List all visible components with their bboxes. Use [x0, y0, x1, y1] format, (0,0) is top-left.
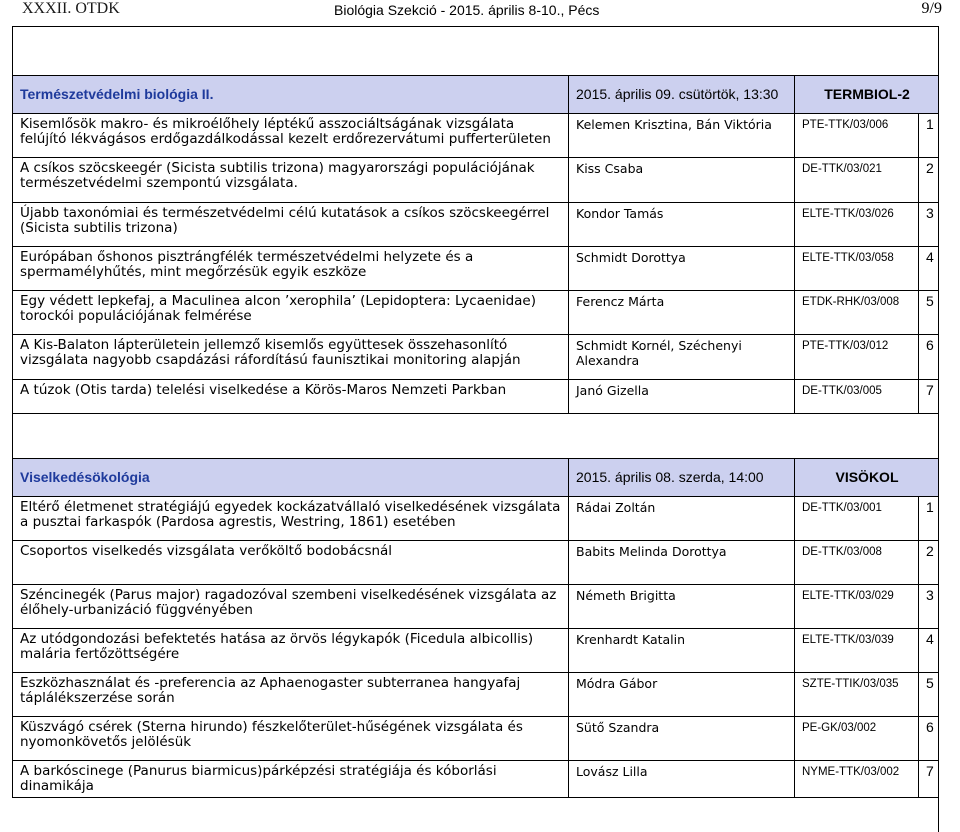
section-datetime: 2015. április 08. szerda, 14:00 [569, 459, 795, 497]
presenter-names: Kondor Tamás [569, 203, 795, 247]
spacer-cell [13, 414, 939, 459]
presenter-names: Babits Melinda Dorottya [569, 541, 795, 585]
table-row [13, 673, 939, 717]
table-row [13, 380, 939, 414]
presenter-names: Schmidt Kornél, Széchenyi Alexandra [569, 335, 795, 380]
section-code: TERMBIOL-2 [795, 76, 939, 114]
submission-code: ELTE-TTK/03/029 [795, 585, 919, 629]
submission-code: SZTE-TTIK/03/035 [795, 673, 919, 717]
order-number: 5 [919, 673, 939, 717]
table-row [13, 497, 939, 541]
presentation-title: Európában őshonos pisztrángfélék természetvédelmi helyzete és a spermamélyhűtés, mint megőrzésük egyik eszköze [13, 247, 569, 291]
order-number: 2 [919, 158, 939, 203]
order-number: 6 [919, 335, 939, 380]
section-title: Viselkedésökológia [13, 459, 569, 497]
submission-code: ELTE-TTK/03/026 [795, 203, 919, 247]
submission-code: NYME-TTK/03/002 [795, 761, 919, 798]
presentation-title: Csoportos viselkedés vizsgálata verőköltő bodobácsnál [13, 541, 569, 585]
submission-code: DE-TTK/03/005 [795, 380, 919, 414]
order-number: 2 [919, 541, 939, 585]
presentation-title: Széncinegék (Parus major) ragadozóval szembeni viselkedésének vizsgálata az élőhely-urbanizáció függvényében [13, 585, 569, 629]
table-row [13, 629, 939, 673]
submission-code: ELTE-TTK/03/058 [795, 247, 919, 291]
section-info: Biológia Szekció - 2015. április 8-10., Pécs [334, 2, 600, 18]
presentation-title: Újabb taxonómiai és természetvédelmi célú kutatások a csíkos szöcskeegérrel (Sicista subtilis trizona) [13, 203, 569, 247]
spacer-row [13, 27, 939, 76]
spacer-row [13, 414, 939, 459]
order-number: 1 [919, 114, 939, 158]
presenter-names: Kiss Csaba [569, 158, 795, 203]
section-title: Természetvédelmi biológia II. [13, 76, 569, 114]
table-row [13, 203, 939, 247]
table-row [13, 247, 939, 291]
presenter-names: Janó Gizella [569, 380, 795, 414]
presentation-title: A túzok (Otis tarda) telelési viselkedése a Körös-Maros Nemzeti Parkban [13, 380, 569, 414]
section-header-row [13, 76, 939, 114]
table-row [13, 585, 939, 629]
section-header-row [13, 459, 939, 497]
order-number: 5 [919, 291, 939, 335]
presentation-title: A Kis-Balaton lápterületein jellemző kisemlős együttesek összehasonlító vizsgálata nagyobb csapdázási ráfordítású faunisztikai monitoring alapján [13, 335, 569, 380]
presenter-names: Rádai Zoltán [569, 497, 795, 541]
table-row [13, 114, 939, 158]
presenter-names: Módra Gábor [569, 673, 795, 717]
page-number: 9/9 [921, 0, 942, 17]
submission-code: DE-TTK/03/008 [795, 541, 919, 585]
order-number: 3 [919, 203, 939, 247]
program-table [12, 26, 939, 798]
submission-code: DE-TTK/03/001 [795, 497, 919, 541]
section-code: VISÖKOL [795, 459, 939, 497]
conference-name: XXXII. OTDK [22, 0, 120, 17]
section-datetime: 2015. április 09. csütörtök, 13:30 [569, 76, 795, 114]
presentation-title: A barkóscinege (Panurus biarmicus)párképzési stratégiája és kóborlási dinamikája [13, 761, 569, 798]
order-number: 7 [919, 761, 939, 798]
page-header [0, 0, 960, 20]
presentation-title: Küszvágó csérek (Sterna hirundo) fészkelőterület-hűségének vizsgálata és nyomonkövetős jelölésük [13, 717, 569, 761]
order-number: 4 [919, 629, 939, 673]
table-row [13, 335, 939, 380]
order-number: 7 [919, 380, 939, 414]
presenter-names: Németh Brigitta [569, 585, 795, 629]
table-row [13, 717, 939, 761]
presenter-names: Sütő Szandra [569, 717, 795, 761]
submission-code: PE-GK/03/002 [795, 717, 919, 761]
order-number: 6 [919, 717, 939, 761]
presenter-names: Kelemen Krisztina, Bán Viktória [569, 114, 795, 158]
table-row [13, 158, 939, 203]
table-row [13, 761, 939, 798]
presentation-title: A csíkos szöcskeegér (Sicista subtilis trizona) magyarországi populációjának természetvédelmi szempontú vizsgálata. [13, 158, 569, 203]
presentation-title: Eltérő életmenet stratégiájú egyedek kockázatvállaló viselkedésének vizsgálata a pusztai farkaspók (Pardosa agrestis, Westring, 1861) esetében [13, 497, 569, 541]
spacer-cell [13, 27, 939, 76]
presenter-names: Ferencz Márta [569, 291, 795, 335]
presenter-names: Krenhardt Katalin [569, 629, 795, 673]
presentation-title: Kisemlősök makro- és mikroélőhely léptékű asszociáltságának vizsgálata felújító lékvágásos erdőgazdálkodással kezelt erdőrezervátumi pufferterületen [13, 114, 569, 158]
presentation-title: Eszközhasználat és -preferencia az Aphaenogaster subterranea hangyafaj táplálékszerzése során [13, 673, 569, 717]
order-number: 4 [919, 247, 939, 291]
submission-code: ETDK-RHK/03/008 [795, 291, 919, 335]
presenter-names: Schmidt Dorottya [569, 247, 795, 291]
table-row [13, 291, 939, 335]
presentation-title: Az utódgondozási befektetés hatása az örvös légykapók (Ficedula albicollis) malária fertőzöttségére [13, 629, 569, 673]
submission-code: PTE-TTK/03/006 [795, 114, 919, 158]
order-number: 3 [919, 585, 939, 629]
presenter-names: Lovász Lilla [569, 761, 795, 798]
submission-code: ELTE-TTK/03/039 [795, 629, 919, 673]
submission-code: DE-TTK/03/021 [795, 158, 919, 203]
table-row [13, 541, 939, 585]
presentation-title: Egy védett lepkefaj, a Maculinea alcon ’xerophila’ (Lepidoptera: Lycaenidae) torockói populációjának felmérése [13, 291, 569, 335]
submission-code: PTE-TTK/03/012 [795, 335, 919, 380]
order-number: 1 [919, 497, 939, 541]
